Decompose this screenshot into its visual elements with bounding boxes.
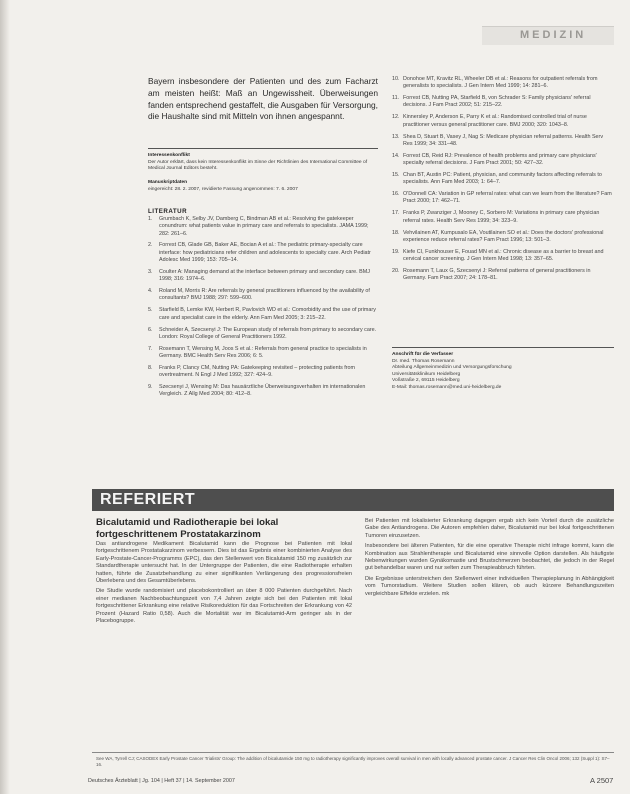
reference-item [392, 230, 614, 245]
correspondence-line: Abteilung Allgemeinmedizin und Versorgungsforschung [392, 365, 512, 370]
reference-number: 17. [392, 210, 400, 217]
reference-text: Szecsenyi J, Wensing M: Das hausärztliche Überweisungsverhalten im internationalen Vergleich. Z Allg Med 2004; 80: 412–8. [159, 384, 366, 398]
reference-number: 19. [392, 248, 400, 255]
reference-text: Kiefe CI, Funkhouser E, Fouad MN et al.: Chronic disease as a barrier to breast and cervical cancer screening. J Gen Intern Med 1998; 13: 357–65. [403, 248, 604, 262]
conflict-text: Der Autor erklärt, dass kein Interessenkonflikt im Sinne der Richtlinien des International Committee of Medical Journal Editors besteht. [148, 159, 368, 171]
journal-footer: Deutsches Ärzteblatt | Jg. 104 | Heft 37 | 14. September 2007 [88, 778, 235, 784]
reference-text: Roland M, Morris R: Are referrals by general practitioners influenced by the availability of consultants? BMJ 1988; 297: 599–600. [159, 288, 370, 302]
reference-item [392, 210, 614, 225]
correspondence-line: Universitätsklinikum Heidelberg [392, 371, 461, 377]
intro-paragraph: Bayern insbesondere der Patienten und des zum Facharzt am meisten heißt: Maß an Ungewissheit. Überweisungen fanden entsprechend gestaffelt, die Ausgaben für Versorgung, die Haushalte sind mit Mitteln von ihnen angespannt. [148, 76, 378, 122]
article-column-right [365, 518, 614, 601]
divider-rule [148, 148, 378, 149]
reference-number: 3. [148, 268, 153, 275]
manuscript-heading: Manuskriptdaten [148, 180, 188, 185]
reference-text: Forrest CB, Reid RJ: Prevalence of health problems and primary care physicians' specialty referral decisions. J Fam Pract 2001; 50: 427–32. [403, 152, 597, 167]
article-paragraph: Bei Patienten mit lokalisierter Erkrankung dagegen ergab sich kein Vorteil durch die zusätzliche Gabe des Antiandrogens. Die Autoren empfehlen daher, Bicalutamid nur bei lokal fortgeschrittenen Tumoren einzusetzen. [365, 518, 614, 539]
reference-number: 16. [392, 191, 400, 198]
reference-number: 7. [148, 345, 153, 352]
reference-text: Grumbach K, Selby JV, Damberg C, Bindman AB et al.: Resolving the gatekeeper conundrum: what patients value in primary care and referrals to specialists. JAMA 1999; 282: 261–6. [159, 216, 369, 237]
page-spine-shadow [0, 0, 10, 794]
reference-number: 5. [148, 307, 153, 314]
correspondence-heading: Anschrift für die Verfasser [392, 352, 454, 357]
reference-item [392, 114, 614, 129]
reference-text: Chan BT, Austin PC: Patient, physician, and community factors affecting referrals to specialists. Ann Fam Med 2003; 1: 64–7. [403, 171, 602, 186]
reference-number: 6. [148, 326, 153, 333]
reference-text: Franks P, Zwanziger J, Mooney C, Sorbero M: Variations in primary care physician referral rates. Health Serv Res 1999; 34: 323–9. [403, 210, 600, 224]
reference-item [148, 307, 378, 322]
reference-item [148, 242, 378, 264]
reference-item [392, 191, 614, 206]
article-footnote: See WA, Tyrrell CJ; CASODEX Early Prostate Cancer Trialists' Group: The addition of bicalutamide 150 mg to radiotherapy significantly improves overall survival in men with locally advanced prostate cancer. J Cancer Res Clin Oncol 2006; 132 (Suppl 1): S7–16. [96, 756, 610, 767]
reference-text: Forrest CB, Glade GB, Baker AE, Bocian A et al.: The pediatric primary-specialty care interface: how pediatricians refer children and adolescents to specialty care. Arch Pediatr Adolesc Med 1999; 153: 705–14. [159, 242, 371, 264]
reference-text: Vehvilainen AT, Kumpusalo EA, Voutilainen SO et al.: Does the doctors' professional experience reduce referral rates? Fam Pract 1996; 13: 501–3. [403, 229, 604, 243]
reference-text: O'Donnell CA: Variation in GP referral rates: what can we learn from the literature? Fam Pract 2000; 17: 462–71. [403, 191, 612, 205]
reference-item [392, 95, 614, 110]
article-column-left [96, 541, 352, 628]
correspondence-line: Dr. med. Thomas Rosemann [392, 358, 455, 364]
reference-number: 12. [392, 114, 400, 121]
reference-item [392, 268, 614, 283]
reference-number: 9. [148, 384, 153, 391]
reference-number: 18. [392, 229, 400, 236]
correspondence-line: Voßstraße 2, 69115 Heidelberg [392, 378, 460, 383]
section-tag: MEDIZIN [520, 29, 587, 41]
referiert-banner [92, 489, 614, 511]
reference-item [392, 76, 614, 91]
divider-rule [392, 347, 614, 348]
reference-item [392, 249, 614, 264]
reference-item [392, 172, 614, 187]
reference-number: 1. [148, 216, 153, 222]
reference-list-left [148, 216, 378, 403]
reference-text: Donohoe MT, Kravitz RL, Wheeler DB et al.: Reasons for outpatient referrals from generalists to specialists. J Gen Intern Med 1999; 14: 281–6. [403, 76, 598, 90]
reference-item [148, 288, 378, 303]
reference-item [392, 134, 614, 149]
reference-number: 11. [392, 95, 400, 102]
reference-text: Rosemann T, Laux G, Szecsenyi J: Referral patterns of general practitioners in Germany. Fam Pract 2007; 24: 178–81. [403, 267, 591, 282]
reference-text: Forrest CB, Nutting PA, Starfield B, von Schrader S: Family physicians' referral decisions. J Fam Pract 2002; 51: 215–22. [403, 95, 591, 109]
article-paragraph: Die Studie wurde randomisiert und placebokontrolliert an über 8 000 Patienten durchgeführt. Nach einer medianen Nachbeobachtungszeit von 7,4 Jahren zeigte sich bei den Patienten mit lokal fortgeschrittener Erkrankung eine relative Risikoreduktion für das Fortschreiten der Erkrankung von 42 Prozent (Hazard Ratio 0,58). Auch die Mortalität war im Bicalutamid-Arm geringer als in der Placebogruppe. [96, 588, 352, 625]
page-number: A 2507 [590, 776, 614, 785]
article-paragraph: Insbesondere bei älteren Patienten, für die eine operative Therapie nicht infrage kommt, kann die Kombination aus Strahlentherapie und Bicalutamid eine sinnvolle Option darstellen. Als häufigste Nebenwirkungen wurden Gynäkomastie und Brustschmerzen beobachtet, die jedoch in der Regel gut behandelbar waren und nur selten zum Therapieabbruch führten. [365, 543, 614, 572]
reference-text: Shea D, Stuart B, Vasey J, Nag S: Medicare physician referral patterns. Health Serv Res 1999; 34: 331–48. [403, 133, 604, 147]
reference-number: 2. [148, 242, 153, 249]
reference-text: Schneider A, Szecsenyi J: The European study of referrals from primary to secondary care. London: Royal College of General Practitioners 1992. [159, 326, 377, 340]
reference-item [392, 153, 614, 168]
reference-number: 4. [148, 288, 153, 295]
article-paragraph: Das antiandrogene Medikament Bicalutamid kann die Prognose bei Patienten mit lokal fortgeschrittenem Prostatakarzinom verbessern. Dies ist das Ergebnis einer kombinierten Analyse des Early-Prostate-Cancer-Programms (EPC), das den Stellenwert von Bicalutamid 150 mg zusätzlich zur Standardtherapie untersucht hat. In der Untergruppe der Patienten, die eine Radiotherapie erhalten hatten, führte die Zusatzbehandlung zu einer signifikanten Verlängerung des progressionsfreien Überlebens und des Gesamtüberlebens. [96, 541, 352, 585]
reference-item [148, 327, 378, 342]
reference-item [148, 269, 378, 284]
conflict-of-interest [148, 153, 378, 173]
reference-number: 14. [392, 152, 400, 159]
article-title: Bicalutamid und Radiotherapie bei lokal fortgeschrittenem Prostatakarzinom [96, 517, 279, 540]
article-paragraph: Die Ergebnisse unterstreichen den Stellenwert einer individuellen Therapieplanung in Abhängigkeit vom Tumorstadium. Weitere Studien sollen klären, ob auch kürzere Behandlungszeiten vergleichbare Effekte erzielen. mk [365, 575, 614, 597]
reference-list-right [392, 76, 614, 287]
literature-heading: LITERATUR [148, 208, 188, 215]
reference-text: Kinnersley P, Anderson E, Parry K et al.: Randomised controlled trial of nurse practitioner versus general practitioner care. BMJ 2000; 320: 1043–8. [403, 114, 587, 128]
correspondence-address [392, 352, 614, 391]
reference-number: 13. [392, 133, 400, 140]
reference-item [148, 365, 378, 380]
reference-number: 8. [148, 364, 153, 371]
reference-text: Franks P, Clancy CM, Nutting PA: Gatekeeping revisited – protecting patients from overtreatment. N Engl J Med 1992; 327: 424–9. [159, 364, 356, 379]
reference-number: 15. [392, 171, 400, 178]
reference-number: 20. [392, 267, 400, 274]
footnote-rule [92, 752, 614, 753]
banner-label: REFERIERT [100, 491, 196, 508]
manuscript-data [148, 180, 378, 193]
manuscript-text: eingereicht: 28. 2. 2007, revidierte Fassung angenommen: 7. 6. 2007 [148, 186, 298, 192]
reference-text: Coulter A: Managing demand at the interface between primary and secondary care. BMJ 1998; 316: 1974–6. [159, 268, 370, 283]
conflict-heading: Interessenkonflikt [148, 153, 190, 158]
reference-item [148, 384, 378, 399]
reference-item [148, 346, 378, 361]
reference-item [148, 216, 378, 238]
correspondence-line: E-Mail: thomas.rosemann@med.uni-heidelberg.de [392, 384, 502, 390]
reference-text: Starfield B, Lemke KW, Herbert R, Pavlovich WD et al.: Comorbidity and the use of primary care and specialist care in the elderly. Ann Fam Med 2005; 3: 215–22. [159, 307, 376, 321]
reference-text: Rosemann T, Wensing M, Joos S et al.: Referrals from general practice to specialists in Germany. BMC Health Serv Res 2006; 6: 5. [159, 345, 367, 360]
reference-number: 10. [392, 76, 400, 82]
